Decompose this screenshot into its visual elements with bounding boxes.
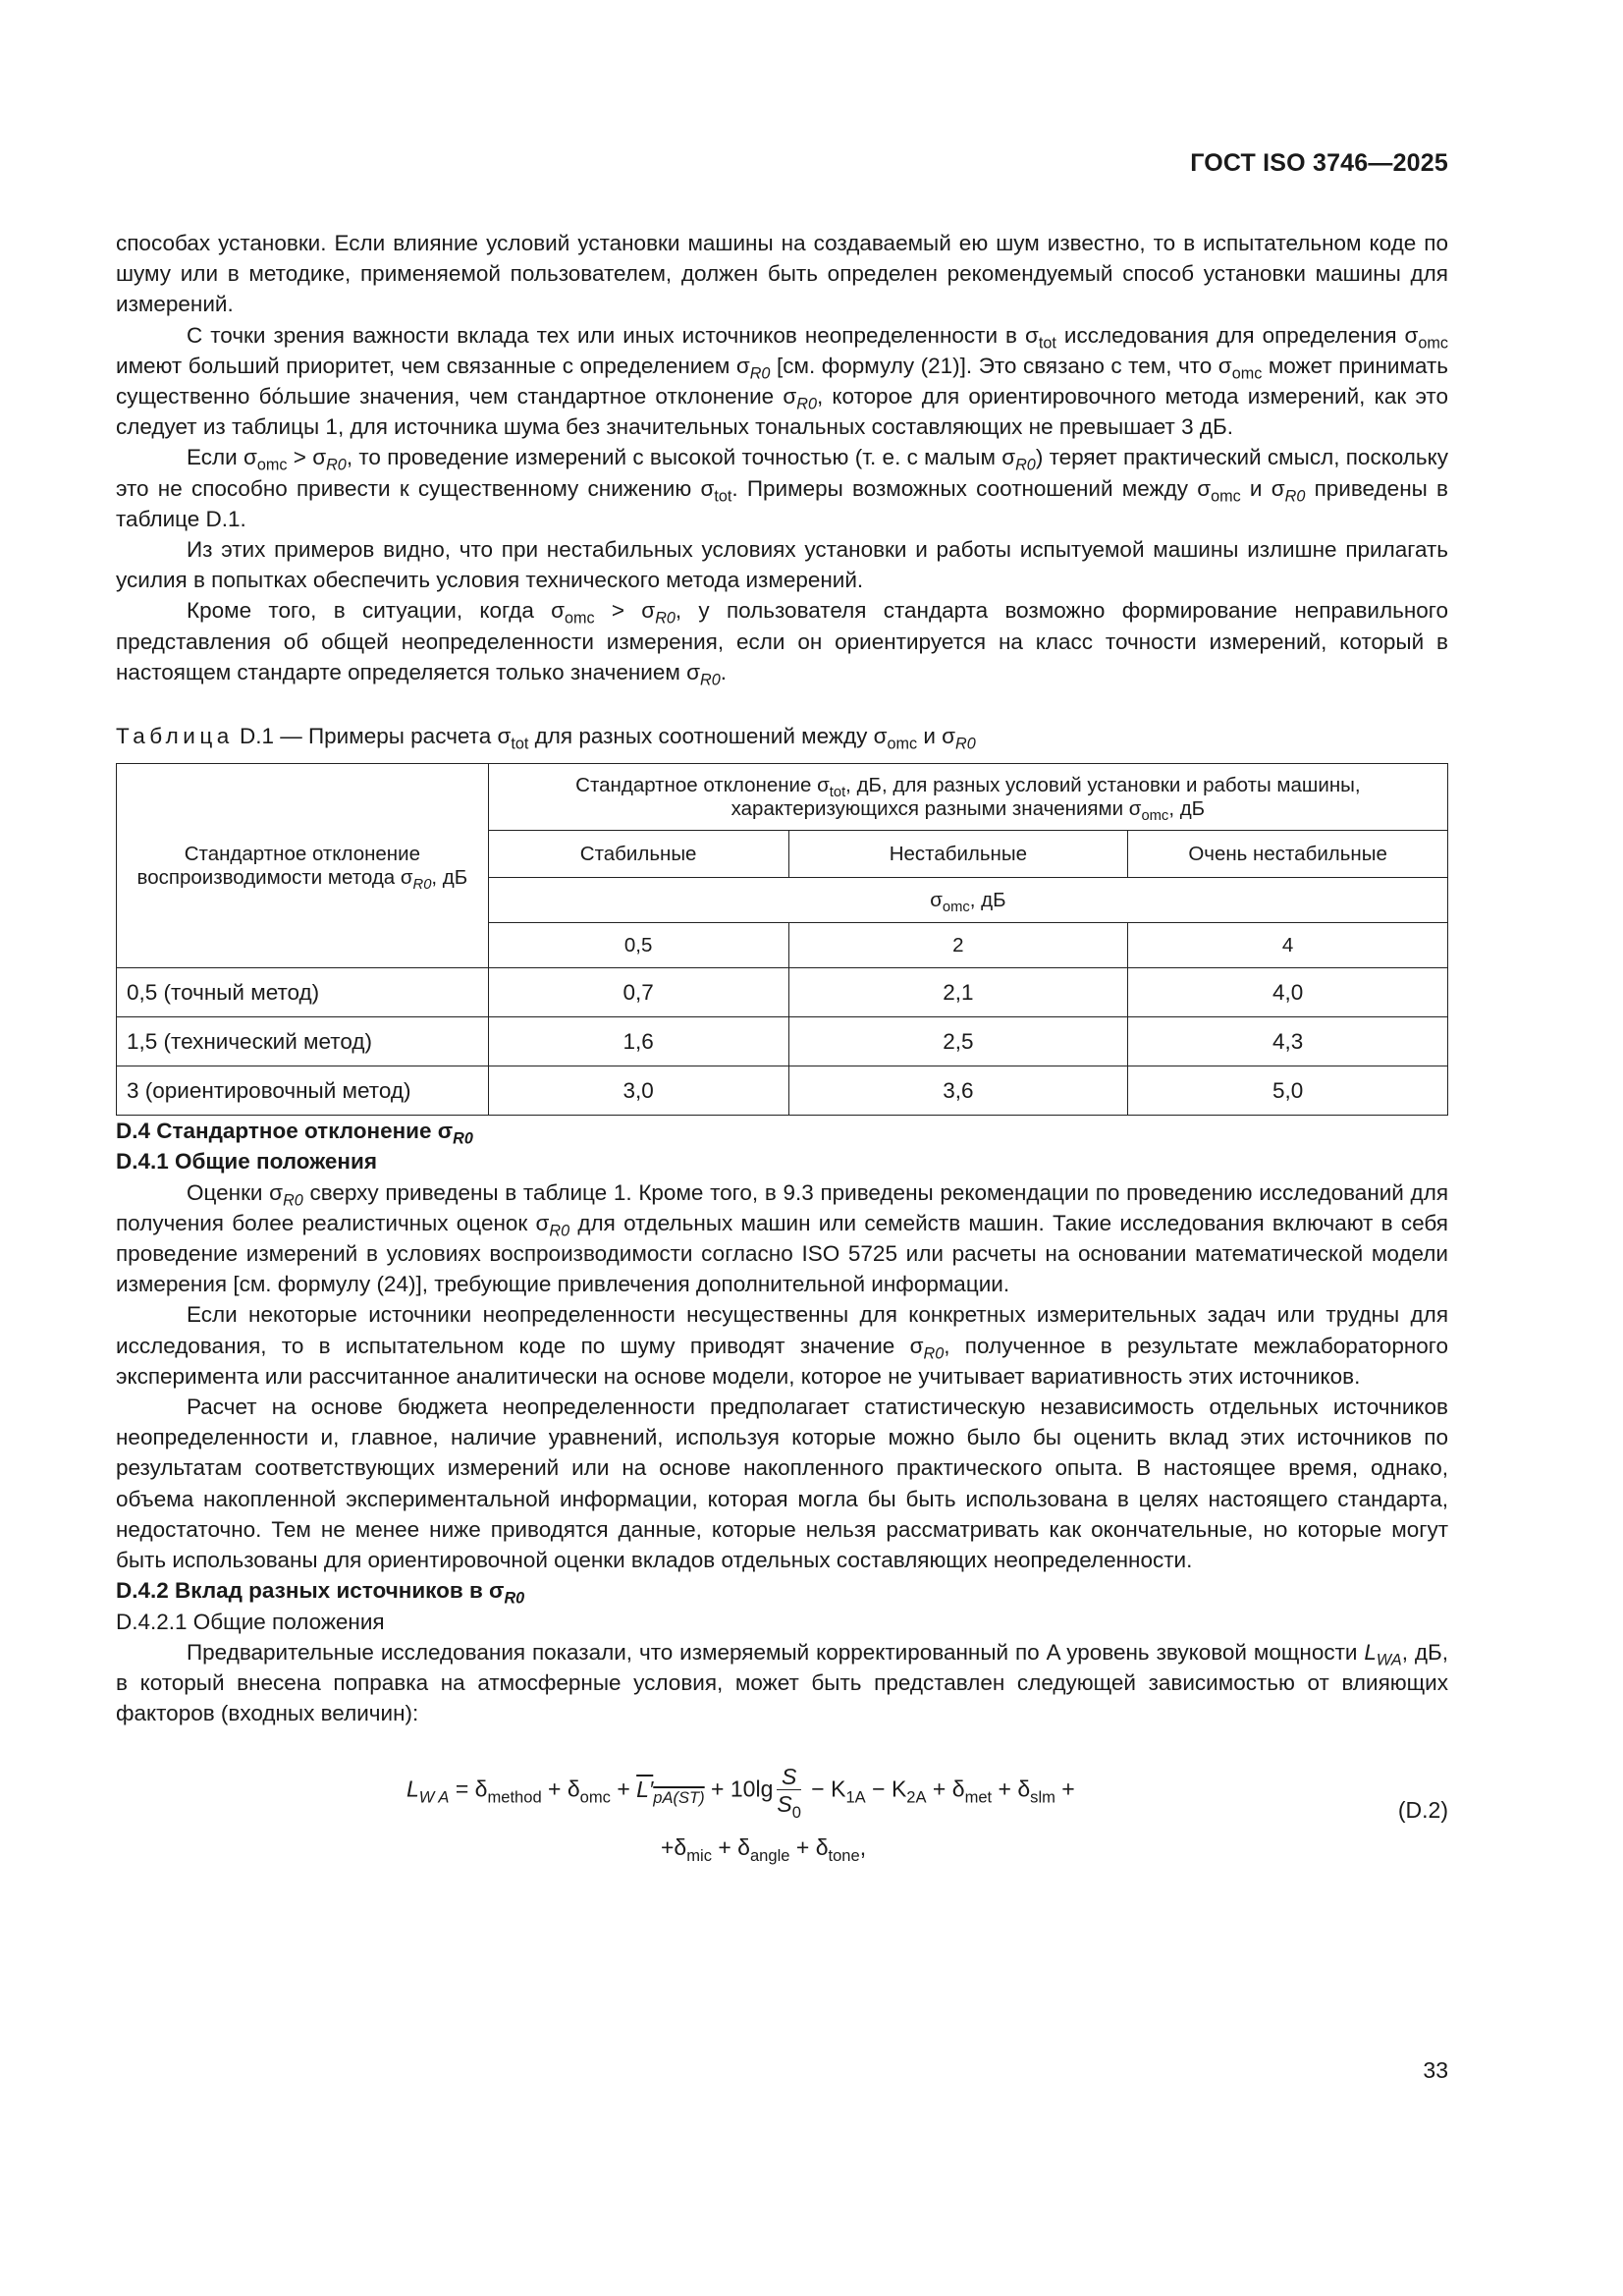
- table-row-header: Стандартное отклонение воспроизводимости метода $\sigma_{R0}$, дБ: [117, 764, 489, 968]
- paragraph-high-accuracy: Если $\sigma_{omc} > \sigma_{R0}$, то проведение измерений с высокой точностью (т. е. с малым $\sigma_{R0}$) теряет практический смысл, поскольку это не способно привести к существенному снижению $\sigma_{tot}$. Примеры возможных соотношений между $\sigma_{omc}$ и $\sigma_{R0}$ приведены в таблице D.1.: [116, 445, 1449, 531]
- table-cell: 5,0: [1128, 1066, 1448, 1116]
- table-condition-header: Очень нестабильные: [1128, 831, 1448, 878]
- table-cell: 3,6: [788, 1066, 1128, 1116]
- page-number: 33: [1423, 2057, 1448, 2083]
- section-heading-d42: D.4.2 Вклад разных источников в $\sigma_{R0}$: [116, 1578, 525, 1608]
- table-row-label: 3 (ориентировочный метод): [117, 1066, 489, 1116]
- table-cell: 1,6: [488, 1017, 788, 1066]
- table-cell: 4,0: [1128, 968, 1448, 1017]
- fraction-s-s0: $\frac{S}{S_0}$: [777, 1764, 801, 1823]
- formula-d2: [116, 1742, 1448, 1889]
- table-cell: 2,5: [788, 1017, 1128, 1066]
- table-row: [117, 968, 1448, 1017]
- table-d1: [116, 763, 1448, 1116]
- table-cell: 2,1: [788, 968, 1128, 1017]
- paragraph-misconception: Кроме того, в ситуации, когда $\sigma_{omc} > \sigma_{R0}$, у пользователя стандарта возможно формирование неправильного представления об общей неопределенности измерения, если он ориентируется на класс точности измерений, который в настоящем стандарте определяется только значением $\sigma_{R0}$.: [116, 598, 1449, 689]
- document-code: ГОСТ ISO 3746—2025: [1190, 149, 1448, 177]
- section-heading-d4: D.4 Стандартное отклонение $\sigma_{R0}$: [116, 1119, 473, 1148]
- table-row: [117, 1066, 1448, 1116]
- paragraph-preliminary-studies: Предварительные исследования показали, что измеряемый корректированный по A уровень звуковой мощности $L_{WA}$, дБ, в который внесена поправка на атмосферные условия, может быть представлен следующей зависимостью от влияющих факторов (входных величин):: [116, 1639, 1448, 1726]
- table-cell: 3,0: [488, 1066, 788, 1116]
- formula-line-1: $L_{W A} = \delta_{method} + \delta_{omc} + L'_{pA(ST)} + 10\lg$ $\frac{S}{S_0}$ − $K_{1A} - K_{2A} + \delta_{met} + \delta_{slm}$ +: [406, 1764, 1075, 1823]
- paragraph-unstable-conditions: Из этих примеров видно, что при нестабильных условиях установки и работы испытуемой машины излишне прилагать усилия в попытках обеспечить условия технического метода измерений.: [116, 537, 1448, 593]
- table-condition-header: Стабильные: [488, 831, 788, 878]
- section-heading-d41: D.4.1 Общие положения: [116, 1149, 377, 1175]
- paragraph-uncertainty-budget: Расчет на основе бюджета неопределенности предполагает статистическую независимость отдельных источников неопределенности и, главное, наличие уравнений, используя которые можно было бы оценить вклад этих источников по результатам соответствующих измерений или на основе накопленного практического опыта. В настоящее время, однако, объема накопленной экспериментальной информации, которая могла бы быть использована в целях настоящего стандарта, недостаточно. Тем не менее ниже приводятся данные, которые нельзя рассматривать как окончательные, но которые могут быть использованы для ориентировочной оценки вкладов отдельных составляющих неопределенности.: [116, 1394, 1448, 1573]
- paragraph-installation: способах установки. Если влияние условий установки машины на создаваемый ею шум известно, то в испытательном коде по шуму или в методике, применяемой пользователем, должен быть определен рекомендуемый способ установки машины для измерений.: [116, 231, 1448, 317]
- table-row: [117, 1017, 1448, 1066]
- section-heading-d421: D.4.2.1 Общие положения: [116, 1609, 385, 1634]
- paragraph-uncertainty-priority: С точки зрения важности вклада тех или иных источников неопределенности в $\sigma_{tot}$ исследования для определения $\sigma_{omc}$ имеют больший приоритет, чем связанные с определением $\sigma_{R0}$ [см. формулу (21)]. Это связано с тем, что $\sigma_{omc}$ может принимать существенно бо́льшие значения, чем стандартное отклонение $\sigma_{R0}$, которое для ориентировочного метода измерений, как это следует из таблицы 1, для источника шума без значительных тональных составляющих не превышает 3 дБ.: [116, 322, 1449, 440]
- table-row-label: 0,5 (точный метод): [117, 968, 489, 1017]
- table-caption: Таблица D.1 — Примеры расчета $\sigma_{tot}$ для разных соотношений между $\sigma_{omc}$ и $\sigma_{R0}$: [116, 724, 976, 753]
- paragraph-insignificant-sources: Если некоторые источники неопределенности несущественны для конкретных измерительных задач или трудны для исследования, то в испытательном коде по шуму приводят значение $\sigma_{R0}$, полученное в результате межлабораторного эксперимента или рассчитанное аналитически на основе модели, которое не учитывает вариативность этих источников.: [116, 1302, 1448, 1389]
- table-group-header: Стандартное отклонение $\sigma_{tot}$, дБ, для разных условий установки и работы машины, характеризующихся разными значениями $\sigma_{omc}$, дБ: [488, 764, 1447, 831]
- formula-number: (D.2): [1397, 1797, 1448, 1824]
- table-cell: 4,3: [1128, 1017, 1448, 1066]
- table-cell: 0,7: [488, 968, 788, 1017]
- table-omc-value: 2: [788, 923, 1128, 968]
- formula-line-2: $+\delta_{mic} + \delta_{angle} + \delta_{tone}$,: [661, 1834, 867, 1866]
- table-omc-value: 0,5: [488, 923, 788, 968]
- table-omc-value: 4: [1128, 923, 1448, 968]
- table-omc-header: $\sigma_{omc}$, дБ: [488, 878, 1447, 923]
- page-content: [116, 228, 1448, 1889]
- paragraph-estimates: Оценки $\sigma_{R0}$ сверху приведены в таблице 1. Кроме того, в 9.3 приведены рекомендации по проведению исследований для получения более реалистичных оценок $\sigma_{R0}$ для отдельных машин или семейств машин. Такие исследования включают в себя проведение измерений в условиях воспроизводимости согласно ISO 5725 или расчеты на основании математической модели измерения [см. формулу (24)], требующие привлечения дополнительной информации.: [116, 1179, 1449, 1297]
- table-condition-header: Нестабильные: [788, 831, 1128, 878]
- table-row-label: 1,5 (технический метод): [117, 1017, 489, 1066]
